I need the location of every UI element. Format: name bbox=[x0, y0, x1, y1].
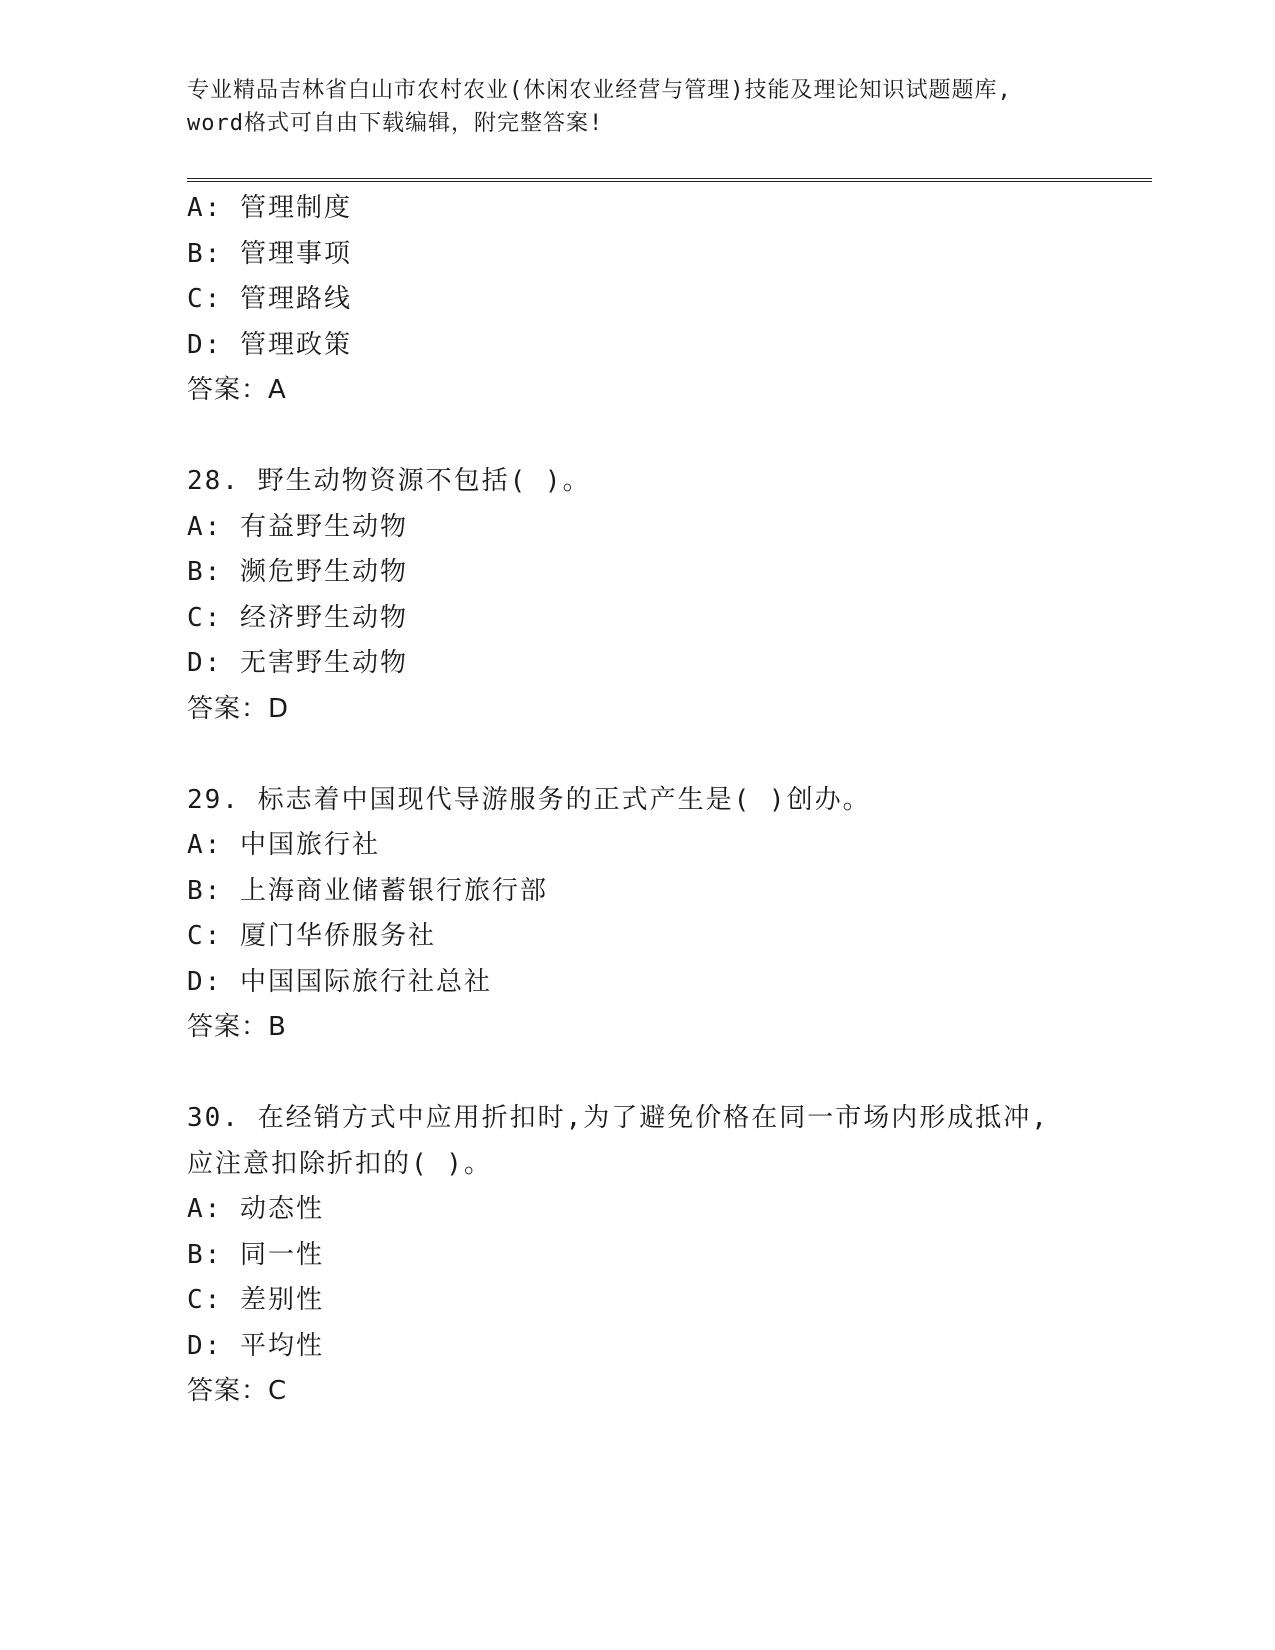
spacer bbox=[187, 1051, 1147, 1097]
question-list bbox=[187, 186, 1147, 1415]
option-c: C: 经济野生动物 bbox=[187, 602, 408, 633]
option-d: D: 中国国际旅行社总社 bbox=[187, 966, 492, 997]
header-line-2: word格式可自由下载编辑，附完整答案! bbox=[187, 111, 604, 136]
option-c: C: 管理路线 bbox=[187, 284, 352, 314]
option-a: A: 动态性 bbox=[187, 1194, 324, 1224]
option-d: D: 平均性 bbox=[187, 1330, 324, 1361]
option-b: B: 管理事项 bbox=[187, 238, 352, 269]
question-text: 29. 标志着中国现代导游服务的正式产生是( )创办。 bbox=[187, 784, 871, 815]
answer-line: 答案：A bbox=[187, 375, 287, 405]
option-b: B: 濒危野生动物 bbox=[187, 557, 408, 587]
header-divider bbox=[187, 178, 1152, 182]
spacer bbox=[187, 414, 1147, 460]
question-text-line-1: 30. 在经销方式中应用折扣时,为了避免价格在同一市场内形成抵冲, bbox=[187, 1103, 1049, 1133]
option-d: D: 管理政策 bbox=[187, 329, 352, 360]
answer-line: 答案：D bbox=[187, 693, 290, 724]
question-28 bbox=[187, 459, 1147, 732]
option-a: A: 中国旅行社 bbox=[187, 830, 380, 860]
question-text: 28. 野生动物资源不包括( )。 bbox=[187, 466, 591, 496]
document-header bbox=[187, 74, 1107, 140]
answer-line: 答案：C bbox=[187, 1376, 288, 1406]
question-27-partial bbox=[187, 186, 1147, 414]
question-30 bbox=[187, 1096, 1147, 1415]
option-c: C: 厦门华侨服务社 bbox=[187, 921, 436, 951]
option-a: A: 管理制度 bbox=[187, 193, 352, 223]
header-line-1: 专业精品吉林省白山市农村农业(休闲农业经营与管理)技能及理论知识试题题库, bbox=[187, 78, 1012, 103]
question-29 bbox=[187, 778, 1147, 1051]
option-a: A: 有益野生动物 bbox=[187, 511, 408, 542]
answer-line: 答案：B bbox=[187, 1012, 287, 1042]
option-b: B: 同一性 bbox=[187, 1239, 324, 1270]
question-text-line-2: 应注意扣除折扣的( )。 bbox=[187, 1148, 492, 1179]
option-c: C: 差别性 bbox=[187, 1285, 324, 1315]
spacer bbox=[187, 732, 1147, 778]
option-b: B: 上海商业储蓄银行旅行部 bbox=[187, 875, 548, 906]
option-d: D: 无害野生动物 bbox=[187, 648, 408, 678]
